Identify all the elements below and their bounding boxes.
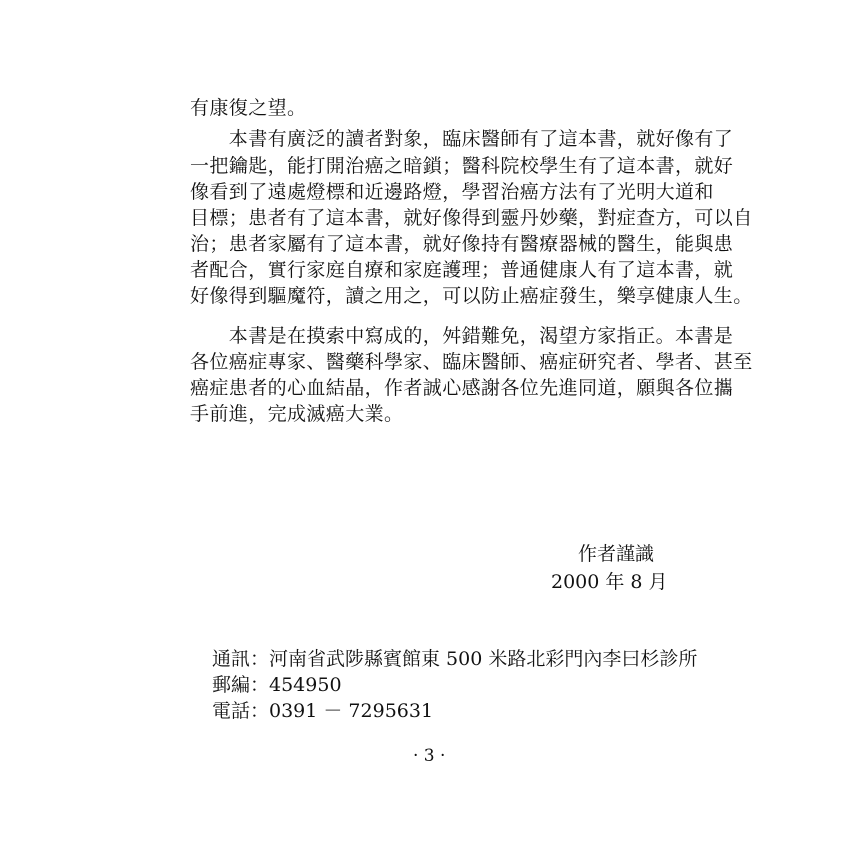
body-line-9: 本書是在摸索中寫成的，舛錯難免，渴望方家指正。本書是 [190, 325, 734, 347]
author-signature: 作者謹識 [578, 543, 655, 565]
contact-phone: 電話：0391 － 7295631 [212, 700, 434, 722]
body-line-2: 本書有廣泛的讀者對象，臨床醫師有了這本書，就好像有了 [190, 128, 734, 150]
body-line-8: 好像得到驅魔符，讀之用之，可以防止癌症發生，樂享健康人生。 [190, 285, 753, 307]
body-line-4: 像看到了遠處燈標和近邊路燈，學習治癌方法有了光明大道和 [190, 181, 714, 203]
body-line-5: 目標；患者有了這本書，就好像得到靈丹妙藥，對症查方，可以自 [190, 207, 753, 229]
contact-postcode: 郵編：454950 [212, 674, 342, 696]
signature-date: 2000 年 8 月 [551, 571, 668, 593]
body-line-3: 一把鑰匙，能打開治癌之暗鎖；醫科院校學生有了這本書，就好 [190, 155, 734, 177]
contact-address: 通訊：河南省武陟縣賓館東 500 米路北彩門內李曰杉診所 [212, 648, 698, 670]
body-line-10: 各位癌症專家、醫藥科學家、臨床醫師、癌症研究者、學者、甚至 [190, 351, 753, 373]
body-line-1: 有康復之望。 [190, 97, 307, 119]
body-line-6: 治；患者家屬有了這本書，就好像持有醫療器械的醫生，能與患 [190, 233, 734, 255]
body-line-7: 者配合，實行家庭自療和家庭護理；普通健康人有了這本書，就 [190, 259, 734, 281]
body-line-12: 手前進，完成滅癌大業。 [190, 403, 404, 425]
body-line-11: 癌症患者的心血結晶，作者誠心感謝各位先進同道，願與各位攜 [190, 377, 734, 399]
page-number: · 3 · [413, 746, 446, 766]
